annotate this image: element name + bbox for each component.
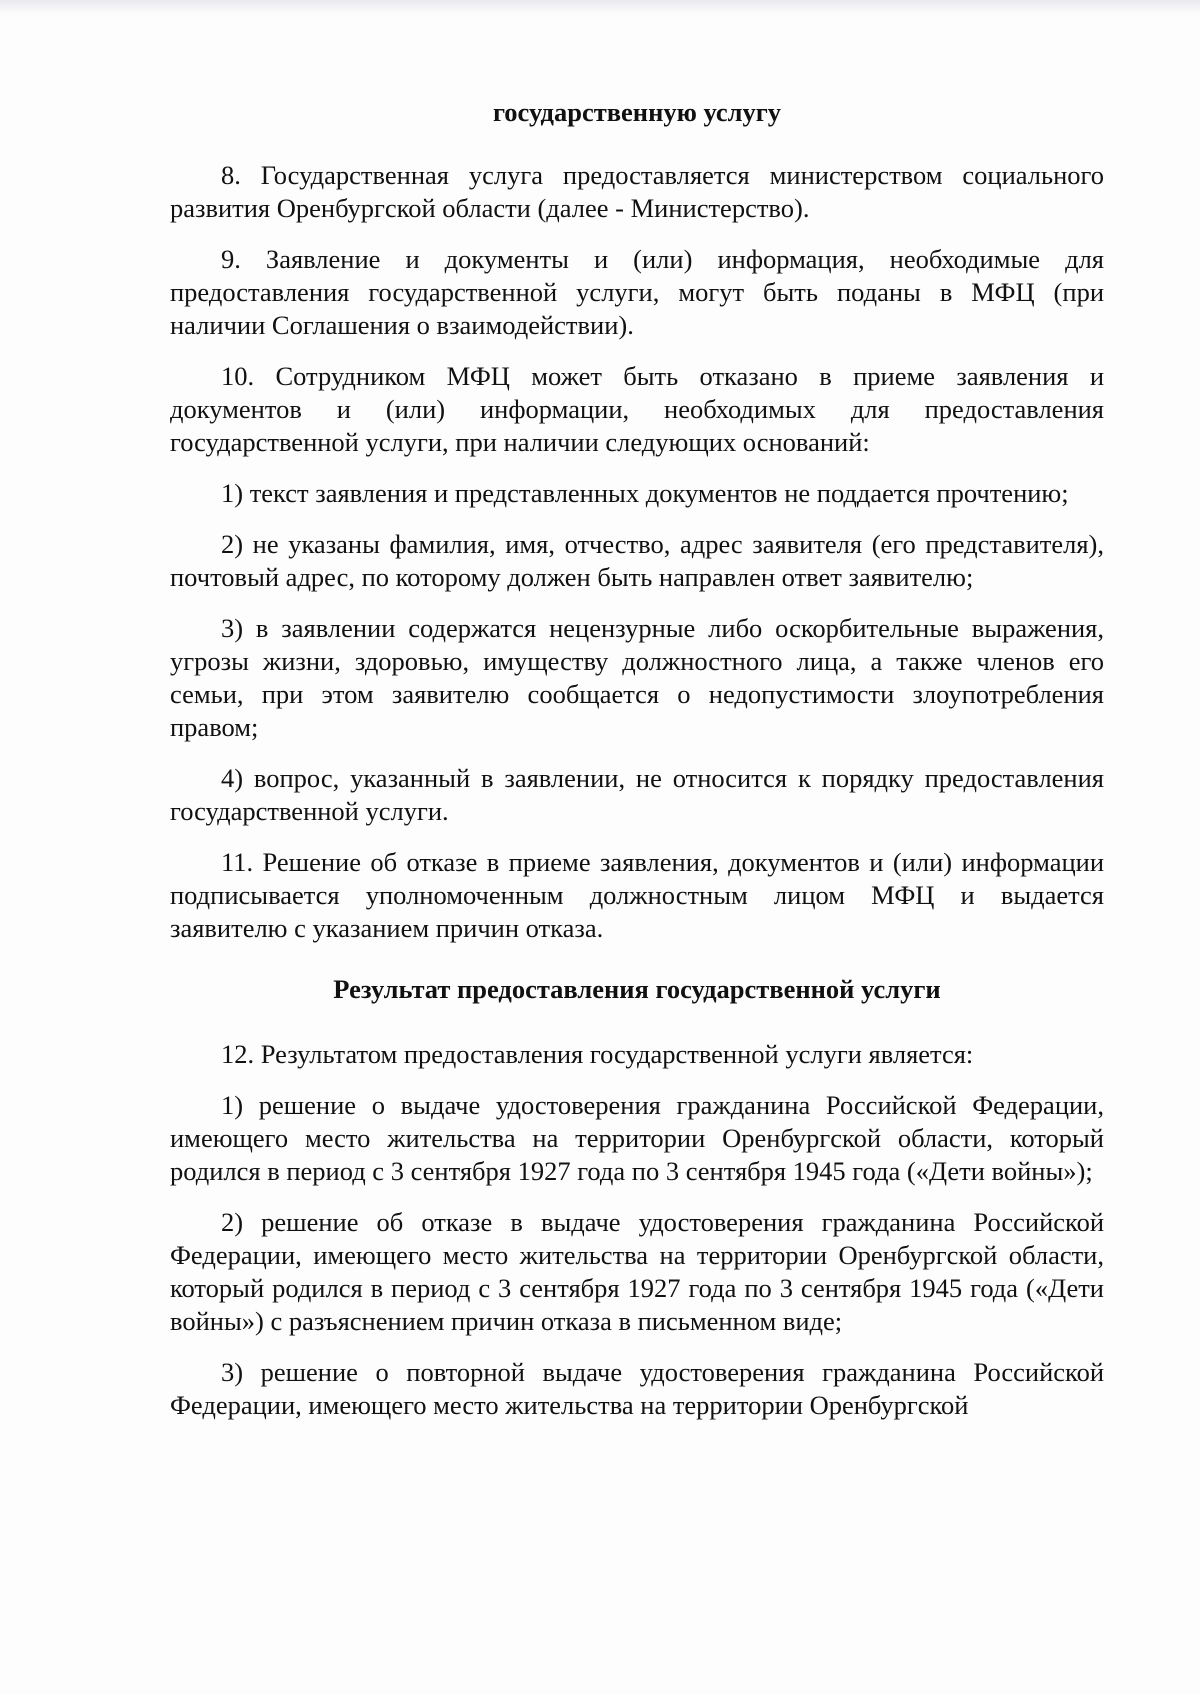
list-item-10-4: 4) вопрос, указанный в заявлении, не относится к порядку предоставления государственной услуги. (170, 763, 1104, 826)
list-item-10-3: 3) в заявлении содержатся нецензурные либо оскорбительные выражения, угрозы жизни, здоровью, имуществу должностного лица, а также членов его семьи, при этом заявителю сообщается о недопустимости злоупотребления правом; (170, 613, 1104, 742)
list-item-10-1: 1) текст заявления и представленных документов не поддается прочтению; (221, 478, 1069, 508)
list-item-12-1: 1) решение о выдаче удостоверения гражданина Российской Федерации, имеющего место жительства на территории Оренбургской области, который родился в период с 3 сентября 1927 года по 3 сентября 1945 года («Дети войны»); (170, 1090, 1104, 1186)
section-heading-result: Результат предоставления государственной услуги (333, 974, 941, 1004)
list-item-12-3: 3) решение о повторной выдаче удостоверения гражданина Российской Федерации, имеющего место жительства на территории Оренбургской (170, 1357, 1104, 1420)
scan-top-edge (0, 0, 1200, 14)
paragraph-11: 11. Решение об отказе в приеме заявления, документов и (или) информации подписывается уполномоченным должностным лицом МФЦ и выдается заявителю с указанием причин отказа. (170, 847, 1104, 943)
list-item-10-2: 2) не указаны фамилия, имя, отчество, адрес заявителя (его представителя), почтовый адрес, по которому должен быть направлен ответ заявителю; (170, 529, 1104, 592)
document-body (170, 96, 1104, 1422)
paragraph-12: 12. Результатом предоставления государственной услуги является: (221, 1039, 974, 1069)
paragraph-10: 10. Сотрудником МФЦ может быть отказано в приеме заявления и документов и (или) информации, необходимых для предоставления государственной услуги, при наличии следующих оснований: (170, 361, 1104, 457)
paragraph-9: 9. Заявление и документы и (или) информация, необходимые для предоставления государственной услуги, могут быть поданы в МФЦ (при наличии Соглашения о взаимодействии). (170, 244, 1104, 340)
list-item-12-2: 2) решение об отказе в выдаче удостоверения гражданина Российской Федерации, имеющего место жительства на территории Оренбургской области, который родился в период с 3 сентября 1927 года по 3 сентября 1945 года («Дети войны») с разъяснением причин отказа в письменном виде; (170, 1207, 1104, 1336)
paragraph-8: 8. Государственная услуга предоставляется министерством социального развития Оренбургской области (далее - Министерство). (170, 160, 1104, 223)
section-heading-top: государственную услугу (492, 97, 782, 127)
